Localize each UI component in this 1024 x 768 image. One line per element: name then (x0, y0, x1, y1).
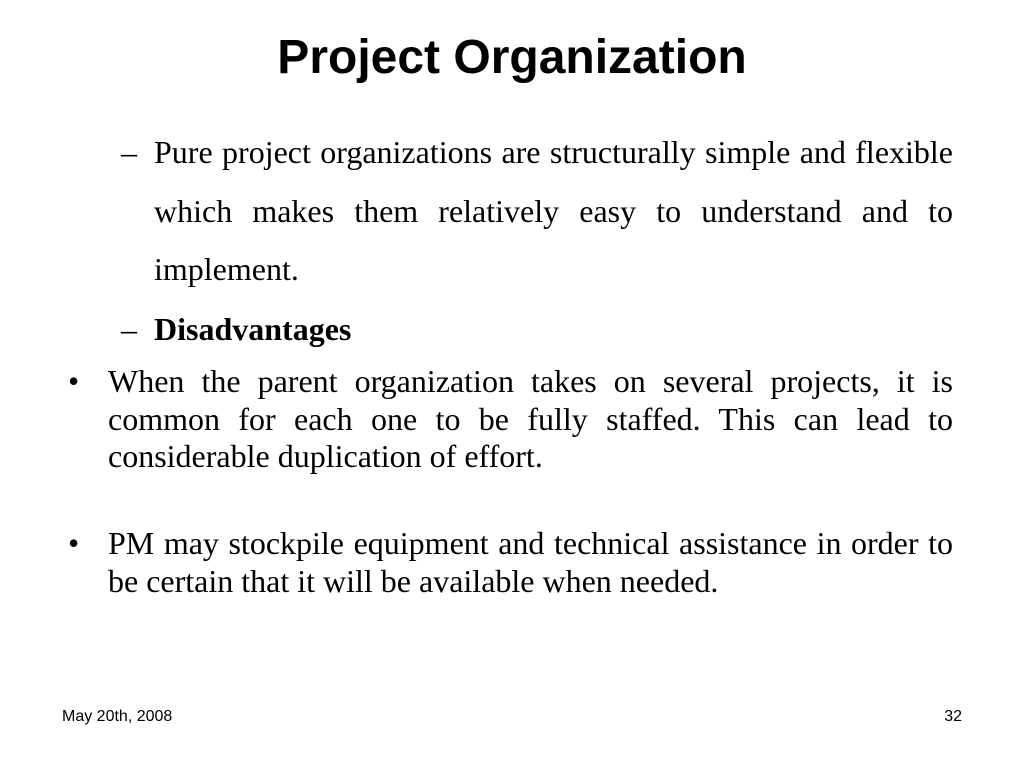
footer-date: May 20th, 2008 (62, 708, 173, 725)
bullet-text: PM may stockpile equipment and technical assistance in order to be certain that it will be available when needed. (108, 525, 953, 599)
sub-point-heading-text: Disadvantages (154, 311, 352, 347)
sub-point-text: Pure project organizations are structurally simple and flexible which makes them relatively easy to understand and to implement. (154, 134, 953, 287)
slide-title: Project Organization (277, 31, 747, 84)
bullet-marker: • (68, 363, 80, 399)
bullet-point (68, 363, 953, 476)
bullet-marker: • (68, 525, 80, 561)
bullet-text: When the parent organization takes on several projects, it is common for each one to be fully staffed. This can lead to considerable duplication of effort. (108, 363, 953, 474)
dash-marker: – (121, 134, 137, 170)
sub-point-advantage (121, 123, 953, 299)
dash-marker: – (121, 311, 137, 347)
footer-page-number: 32 (944, 708, 962, 725)
sub-point-disadvantages-heading (121, 302, 953, 356)
bullet-point (68, 525, 953, 600)
